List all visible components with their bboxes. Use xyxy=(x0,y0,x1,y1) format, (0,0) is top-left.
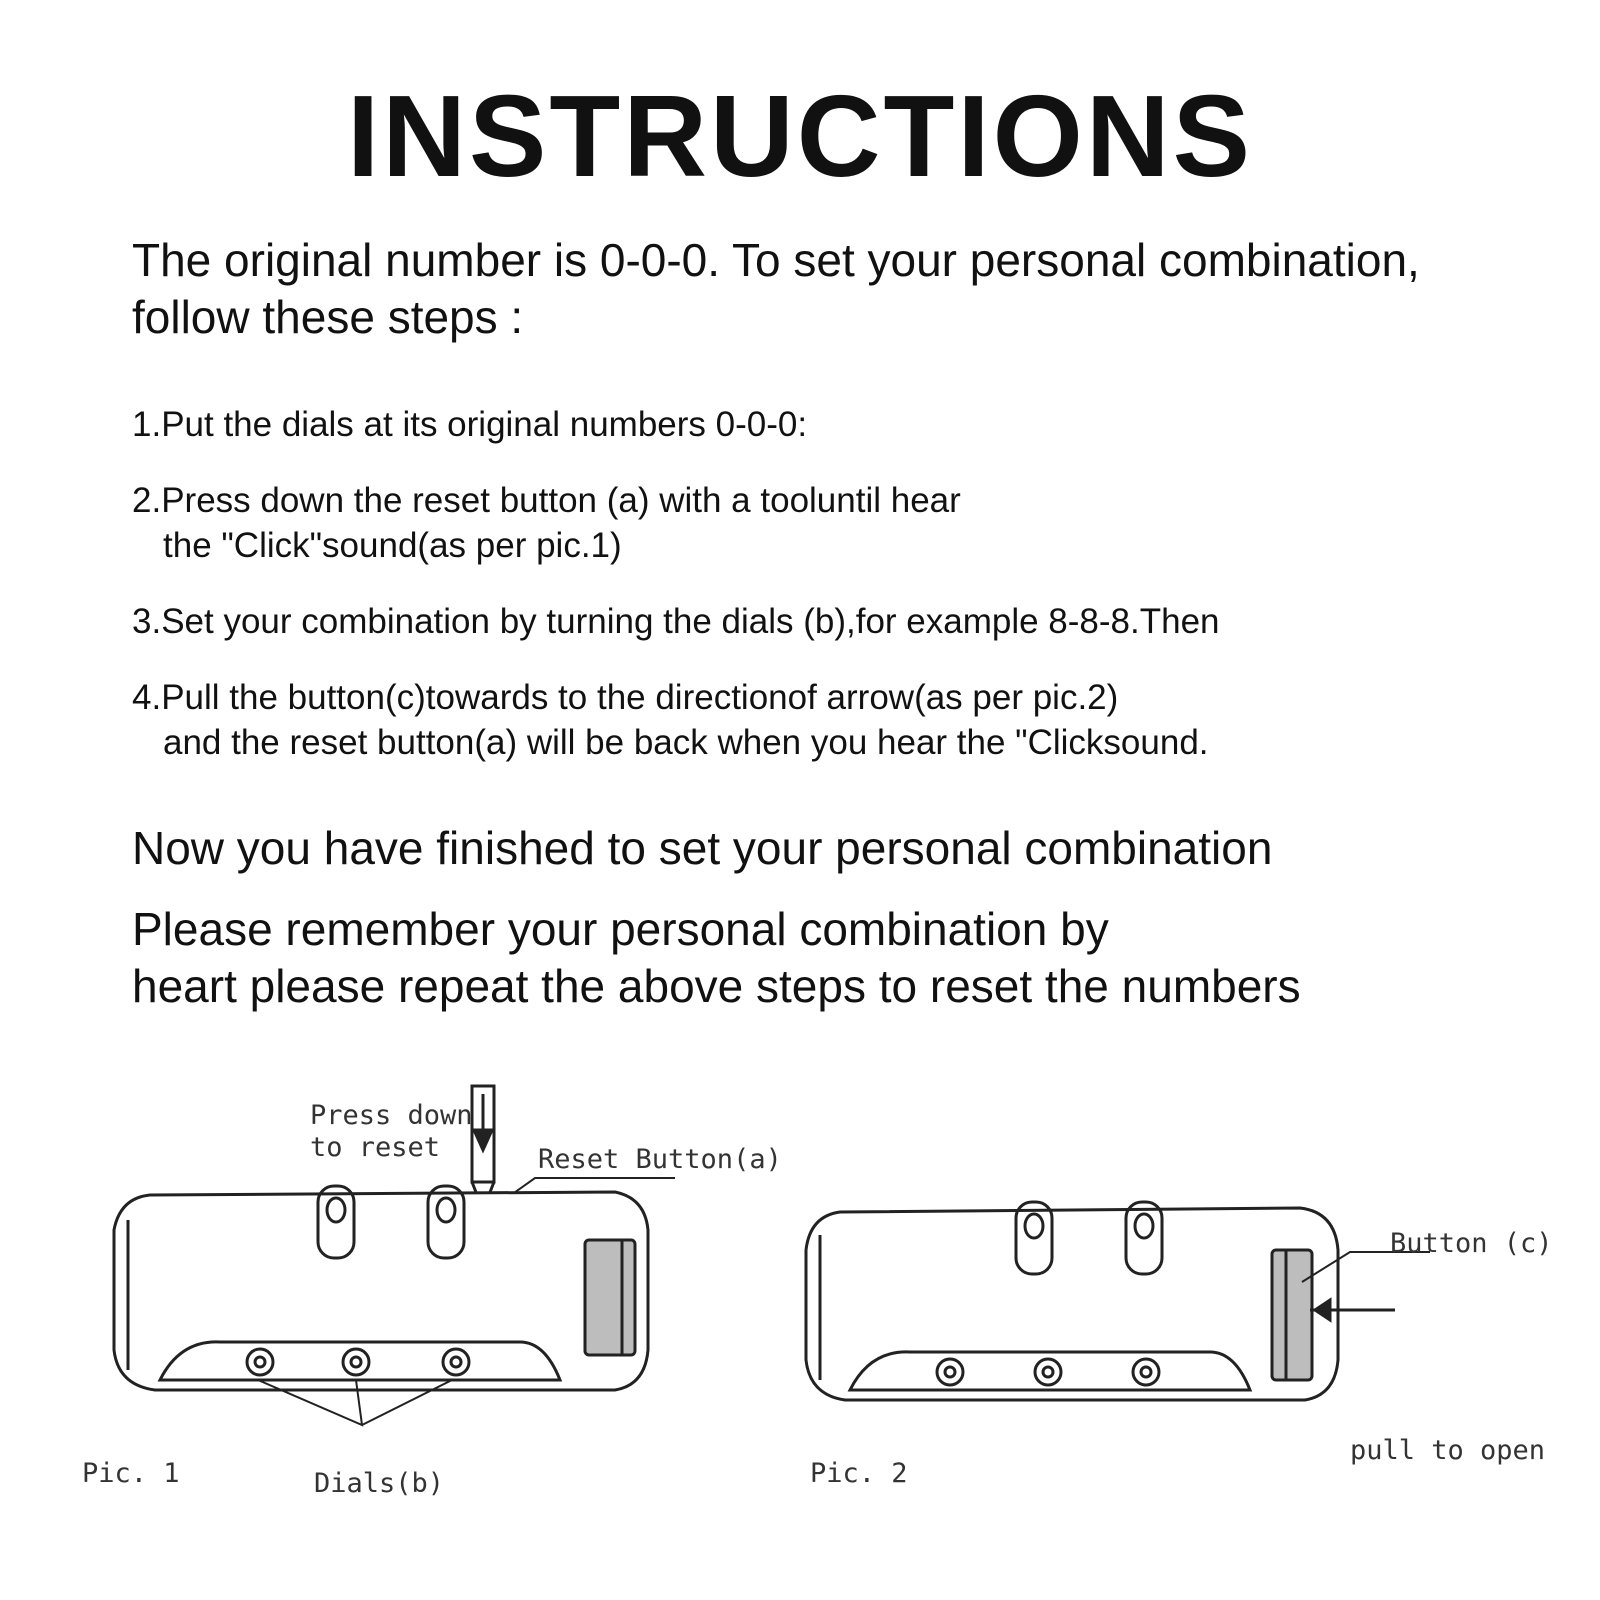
step-4 xyxy=(132,675,1532,765)
step-2 xyxy=(132,478,1532,568)
steps-list xyxy=(132,402,1532,796)
step-4-text: 4.Pull the button(c)towards to the directionof arrow(as per pic.2) xyxy=(132,678,1119,717)
step-1 xyxy=(132,402,1532,447)
remember-line-2: heart please repeat the above steps to reset the numbers xyxy=(132,960,1301,1012)
step-1-text: 1.Put the dials at its original numbers 0-0-0: xyxy=(132,405,808,444)
dials-label: Dials(b) xyxy=(314,1468,445,1499)
remember-line-1: Please remember your personal combination by xyxy=(132,903,1109,955)
outro-text xyxy=(132,820,1532,1015)
side-slider xyxy=(1272,1250,1312,1380)
button-c-label: Button (c) xyxy=(1390,1228,1553,1259)
intro-text xyxy=(132,232,1532,346)
pic1-caption: Pic. 1 xyxy=(82,1458,180,1489)
finished-text: Now you have finished to set your personal combination xyxy=(132,822,1273,874)
side-slider xyxy=(585,1240,635,1355)
page-title: INSTRUCTIONS xyxy=(347,71,1253,201)
reset-button-label: Reset Button(a) xyxy=(538,1144,782,1175)
step-3 xyxy=(132,599,1532,644)
press-down-line-1: Press down xyxy=(310,1100,473,1131)
pic2-caption: Pic. 2 xyxy=(810,1458,908,1489)
pull-to-open-label: pull to open xyxy=(1350,1435,1546,1466)
intro-line-2: follow these steps : xyxy=(132,291,524,343)
press-down-label xyxy=(310,1100,473,1164)
step-2-continuation: the "Click"sound(as per pic.1) xyxy=(163,526,622,565)
intro-line-1: The original number is 0-0-0. To set your personal combination, xyxy=(132,234,1420,286)
step-4-continuation: and the reset button(a) will be back when you hear the "Clicksound. xyxy=(163,723,1209,762)
lock-illustration-pic2 xyxy=(790,1180,1450,1440)
press-down-line-2: to reset xyxy=(310,1132,441,1163)
step-3-text: 3.Set your combination by turning the dials (b),for example 8-8-8.Then xyxy=(132,602,1220,641)
step-2-text: 2.Press down the reset button (a) with a tooluntil hear xyxy=(132,481,961,520)
